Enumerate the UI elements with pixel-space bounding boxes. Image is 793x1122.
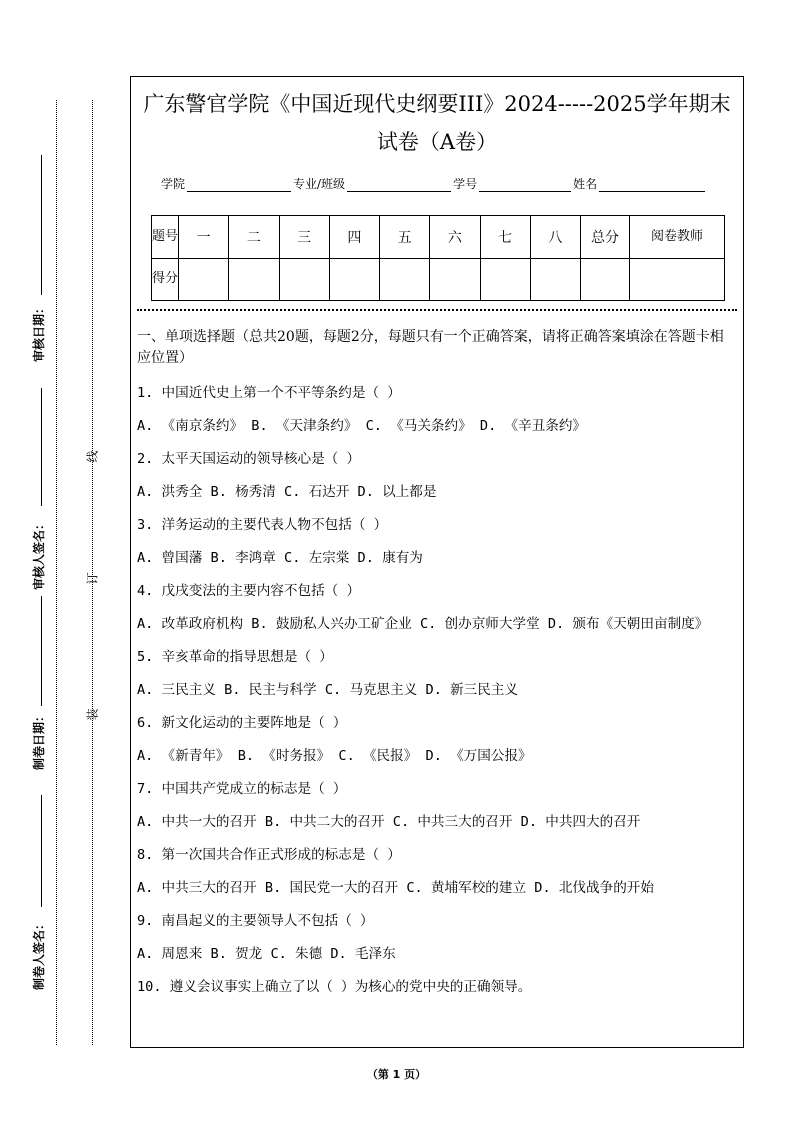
exam-date-label: 制卷日期：: [32, 709, 46, 770]
score-cell-5[interactable]: [380, 258, 430, 301]
answer-options-6: A. 《新青年》 B. 《时务报》 C. 《民报》 D. 《万国公报》: [137, 748, 532, 764]
question-3: 3. 洋务运动的主要代表人物不包括（ ）: [137, 517, 388, 533]
signature-line-1: [41, 155, 42, 295]
col-4: 四: [329, 216, 379, 259]
score-cell-8[interactable]: [530, 258, 580, 301]
section-intro: 一、单项选择题（总共20题，每题2分，每题只有一个正确答案，请将正确答案填涂在答题卡相应位置）: [137, 329, 724, 366]
college-field[interactable]: [187, 179, 291, 192]
exam-author-signature-label: 制卷人签名：: [32, 917, 46, 990]
score-cell-4[interactable]: [329, 258, 379, 301]
student-id-field[interactable]: [479, 179, 571, 192]
signature-line-2: [41, 388, 42, 506]
col-6: 六: [430, 216, 480, 259]
col-2: 二: [229, 216, 279, 259]
col-1: 一: [179, 216, 229, 259]
question-7: 7. 中国共产党成立的标志是（ ）: [137, 781, 347, 797]
exam-body: [137, 327, 737, 1010]
question-2: 2. 太平天国运动的领导核心是（ ）: [137, 451, 361, 467]
question-number-label: 题号: [152, 216, 179, 259]
question-9: 9. 南昌起义的主要领导人不包括（ ）: [137, 913, 374, 929]
review-date-label: 审核日期：: [32, 301, 46, 362]
answer-options-3: A. 曾国藩 B. 李鸿章 C. 左宗棠 D. 康有为: [137, 550, 423, 566]
score-cell-1[interactable]: [179, 258, 229, 301]
page-footer: （第 1 页）: [366, 1068, 427, 1081]
exam-title: 广东警官学院《中国近现代史纲要III》2024-----2025学年期末试卷（A卷）: [143, 92, 731, 154]
col-3: 三: [279, 216, 329, 259]
answer-options-4: A. 改革政府机构 B. 鼓励私人兴办工矿企业 C. 创办京师大学堂 D. 颁布《天朝田亩制度》: [137, 616, 709, 632]
exam-frame: [130, 76, 744, 1048]
score-cell-3[interactable]: [279, 258, 329, 301]
answer-options-5: A. 三民主义 B. 民主与科学 C. 马克思主义 D. 新三民主义: [137, 682, 519, 698]
bind-char-zhuang: 装: [85, 708, 100, 721]
answer-options-9: A. 周恩来 B. 贺龙 C. 朱德 D. 毛泽东: [137, 946, 396, 962]
bind-char-xian: 线: [85, 450, 100, 463]
question-5: 5. 辛亥革命的指导思想是（ ）: [137, 649, 333, 665]
score-label: 得分: [152, 258, 179, 301]
answer-options-2: A. 洪秀全 B. 杨秀清 C. 石达开 D. 以上都是: [137, 484, 437, 500]
col-8: 八: [530, 216, 580, 259]
score-cell-6[interactable]: [430, 258, 480, 301]
signature-line-4: [41, 795, 42, 907]
col-5: 五: [380, 216, 430, 259]
score-cell-total[interactable]: [581, 258, 630, 301]
answer-options-1: A. 《南京条约》 B. 《天津条约》 C. 《马关条约》 D. 《辛丑条约》: [137, 418, 587, 434]
name-field[interactable]: [599, 179, 705, 192]
major-class-label: 专业/班级: [293, 177, 346, 191]
score-cell-7[interactable]: [480, 258, 530, 301]
answer-options-8: A. 中共三大的召开 B. 国民党一大的召开 C. 黄埔军校的建立 D. 北伐战争的开始: [137, 880, 654, 896]
score-cell-2[interactable]: [229, 258, 279, 301]
answer-options-7: A. 中共一大的召开 B. 中共二大的召开 C. 中共三大的召开 D. 中共四大的召开: [137, 814, 641, 830]
score-table: [151, 215, 725, 301]
signature-line-3: [41, 596, 42, 706]
student-info-row: [161, 175, 707, 192]
score-table-score-row: [152, 258, 725, 301]
major-class-field[interactable]: [347, 179, 451, 192]
score-table-header-row: [152, 216, 725, 259]
question-10: 10. 遵义会议事实上确立了以（ ）为核心的党中央的正确领导。: [137, 979, 532, 995]
score-cell-grader[interactable]: [630, 258, 725, 301]
col-7: 七: [480, 216, 530, 259]
student-id-label: 学号: [453, 177, 478, 191]
dotted-separator: [137, 309, 737, 311]
binding-dotted-line-left: [56, 100, 57, 1045]
bind-char-ding: 订: [85, 572, 100, 585]
college-label: 学院: [161, 177, 186, 191]
name-label: 姓名: [573, 177, 598, 191]
col-total: 总分: [581, 216, 630, 259]
col-grader: 阅卷教师: [630, 216, 725, 259]
question-8: 8. 第一次国共合作正式形成的标志是（ ）: [137, 847, 401, 863]
question-4: 4. 戊戌变法的主要内容不包括（ ）: [137, 583, 361, 599]
question-1: 1. 中国近代史上第一个不平等条约是（ ）: [137, 385, 401, 401]
question-6: 6. 新文化运动的主要阵地是（ ）: [137, 715, 347, 731]
reviewer-signature-label: 审核人签名：: [32, 517, 46, 590]
